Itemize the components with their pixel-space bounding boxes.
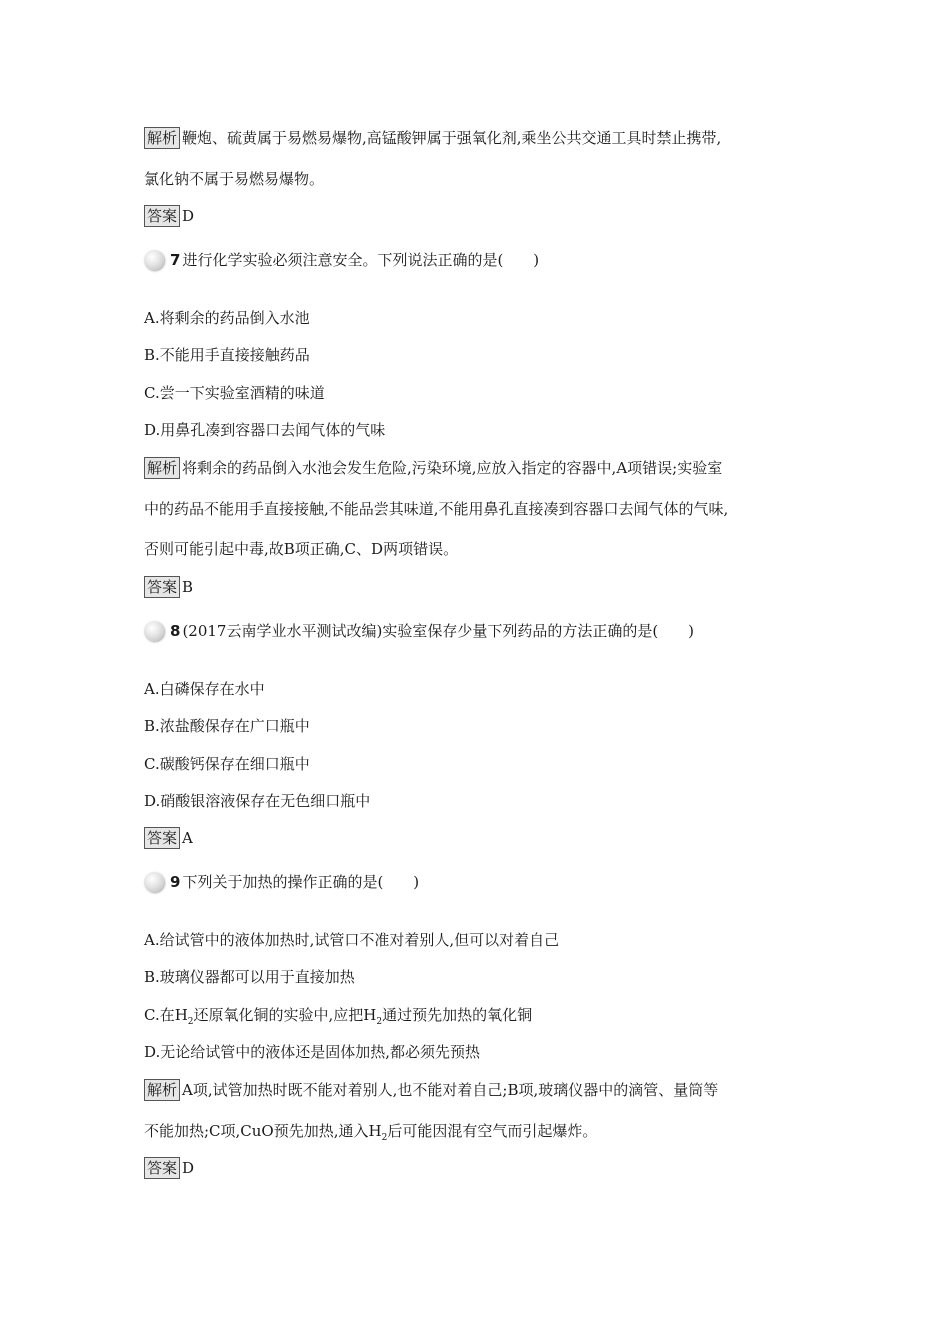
q8-option-c: C.碳酸钙保存在细口瓶中 — [144, 755, 310, 773]
q9-option-d: D.无论给试管中的液体还是固体加热,都必须先预热 — [144, 1043, 481, 1061]
q6-analysis-line-2: 氯化钠不属于易燃易爆物。 — [144, 170, 325, 188]
q6-answer: 答案 D — [144, 205, 194, 227]
q7-analysis-line-3: 否则可能引起中毒,故B项正确,C、D两项错误。 — [144, 540, 459, 558]
question-number: 8 — [170, 622, 181, 640]
q8-option-d: D.硝酸银溶液保存在无色细口瓶中 — [144, 792, 371, 810]
q8-option-b: B.浓盐酸保存在广口瓶中 — [144, 717, 310, 735]
q7-option-c: C.尝一下实验室酒精的味道 — [144, 384, 325, 402]
answer-tag: 答案 — [144, 827, 180, 849]
q7-stem: 7 进行化学实验必须注意安全。下列说法正确的是( ) — [144, 249, 539, 271]
q7-answer: 答案 B — [144, 576, 193, 598]
q9-option-c: C.在$H_2$还原氧化铜的实验中,应把$H_2$通过预先加热的氧化铜 — [144, 1006, 533, 1027]
analysis-tag: 解析 — [144, 457, 180, 479]
q6-analysis-line-1: 解析 鞭炮、硫黄属于易燃易爆物,高锰酸钾属于强氧化剂,乘坐公共交通工具时禁止携带, — [144, 127, 721, 149]
q7-analysis-line-1: 解析 将剩余的药品倒入水池会发生危险,污染环境,应放入指定的容器中,A项错误;实验室 — [144, 457, 722, 479]
q8-answer: 答案 A — [144, 827, 193, 849]
q7-option-a: A.将剩余的药品倒入水池 — [144, 309, 310, 327]
answer-tag: 答案 — [144, 205, 180, 227]
q9-stem: 9 下列关于加热的操作正确的是( ) — [144, 871, 419, 893]
question-number: 7 — [170, 251, 181, 269]
q9-analysis-line-2: 不能加热;C项,CuO预先加热,通入$H_2$后可能因混有空气而引起爆炸。 — [144, 1122, 598, 1143]
q9-answer: 答案 D — [144, 1157, 194, 1179]
analysis-tag: 解析 — [144, 1079, 180, 1101]
question-number: 9 — [170, 873, 181, 891]
question-bullet-icon — [144, 621, 164, 641]
q9-analysis-line-1: 解析 A项,试管加热时既不能对着别人,也不能对着自己;B项,玻璃仪器中的滴管、量筒等 — [144, 1079, 718, 1101]
q7-option-d: D.用鼻孔凑到容器口去闻气体的气味 — [144, 421, 386, 439]
question-bullet-icon — [144, 872, 164, 892]
question-bullet-icon — [144, 250, 164, 270]
q9-option-a: A.给试管中的液体加热时,试管口不准对着别人,但可以对着自己 — [144, 931, 560, 949]
q9-option-b: B.玻璃仪器都可以用于直接加热 — [144, 968, 355, 986]
q8-option-a: A.白磷保存在水中 — [144, 680, 265, 698]
answer-tag: 答案 — [144, 1157, 180, 1179]
q7-analysis-line-2: 中的药品不能用手直接接触,不能品尝其味道,不能用鼻孔直接凑到容器口去闻气体的气味, — [144, 500, 729, 518]
analysis-tag: 解析 — [144, 127, 180, 149]
q7-option-b: B.不能用手直接接触药品 — [144, 346, 310, 364]
answer-tag: 答案 — [144, 576, 180, 598]
q8-stem: 8 (2017云南学业水平测试改编)实验室保存少量下列药品的方法正确的是( ) — [144, 620, 694, 642]
